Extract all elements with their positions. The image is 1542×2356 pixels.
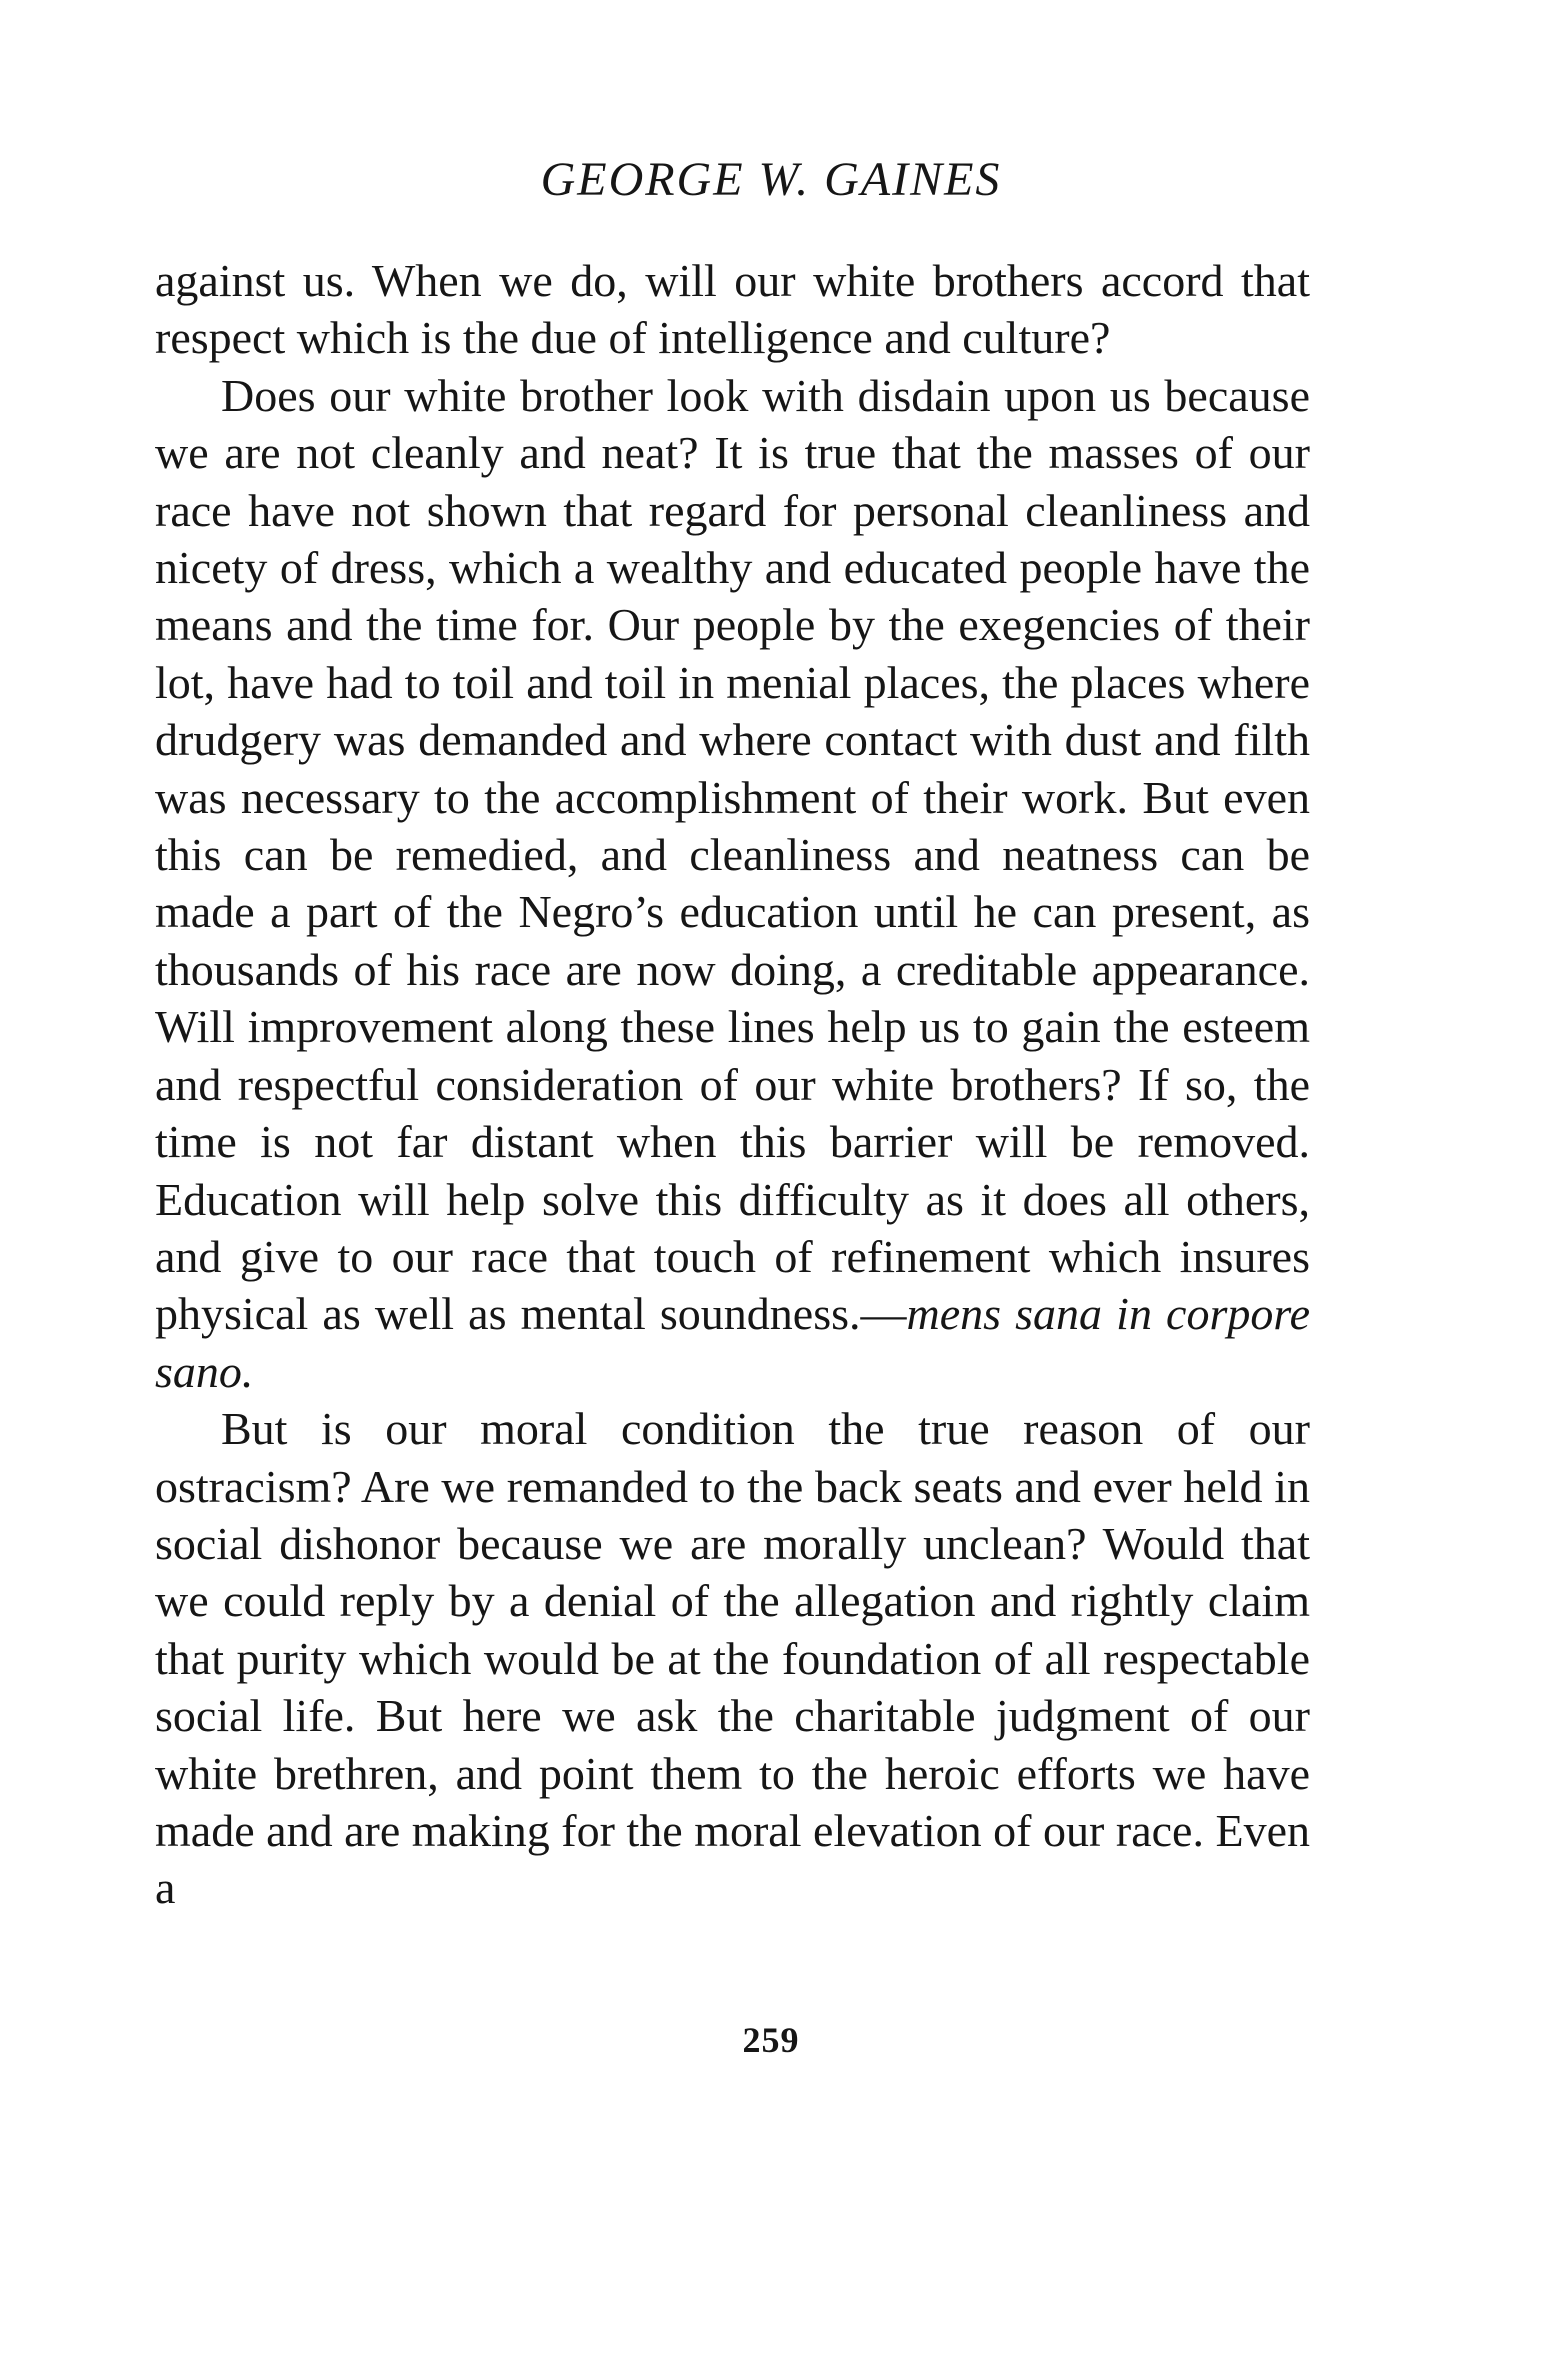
paragraph-continuation: against us. When we do, will our white brothers accord that respect which is the due of intelligence and culture?	[155, 255, 1310, 364]
paragraph-moral-condition: But is our moral condition the true reason of our ostracism? Are we remanded to the back seats and ever held in social dishonor because we are morally unclean? Would that we could reply by a denial of the allegation and rightly claim that purity which would be at the foundation of all respectable social life. But here we ask the charitable judgment of our white brethren, and point them to the heroic efforts we have made and are making for the moral elevation of our race. Even a	[155, 1403, 1310, 1914]
paragraph-cleanliness	[155, 367, 1310, 1400]
paragraph-cleanliness-text: Does our white brother look with disdain upon us because we are not cleanly and neat? It is true that the masses of our race have not shown that regard for personal cleanliness and nicety of dress, which a wealthy and educated people have the means and the time for. Our people by the exegencies of their lot, have had to toil and toil in menial places, the places where drudgery was demanded and where contact with dust and filth was necessary to the accomplishment of their work. But even this can be remedied, and cleanliness and neatness can be made a part of the Negro’s education until he can present, as thousands of his race are now doing, a creditable appearance. Will improvement along these lines help us to gain the esteem and respectful consideration of our white brothers? If so, the time is not far distant when this barrier will be removed. Education will help solve this difficulty as it does all others, and give to our race that touch of refinement which insures physical as well as mental soundness.—	[155, 369, 1310, 1340]
body-text	[155, 252, 1310, 1917]
latin-quotation: mens sana in corpore sano.	[155, 1288, 1310, 1397]
running-title: GEORGE W. GAINES	[540, 153, 1002, 206]
page-number: 259	[742, 2020, 800, 2060]
